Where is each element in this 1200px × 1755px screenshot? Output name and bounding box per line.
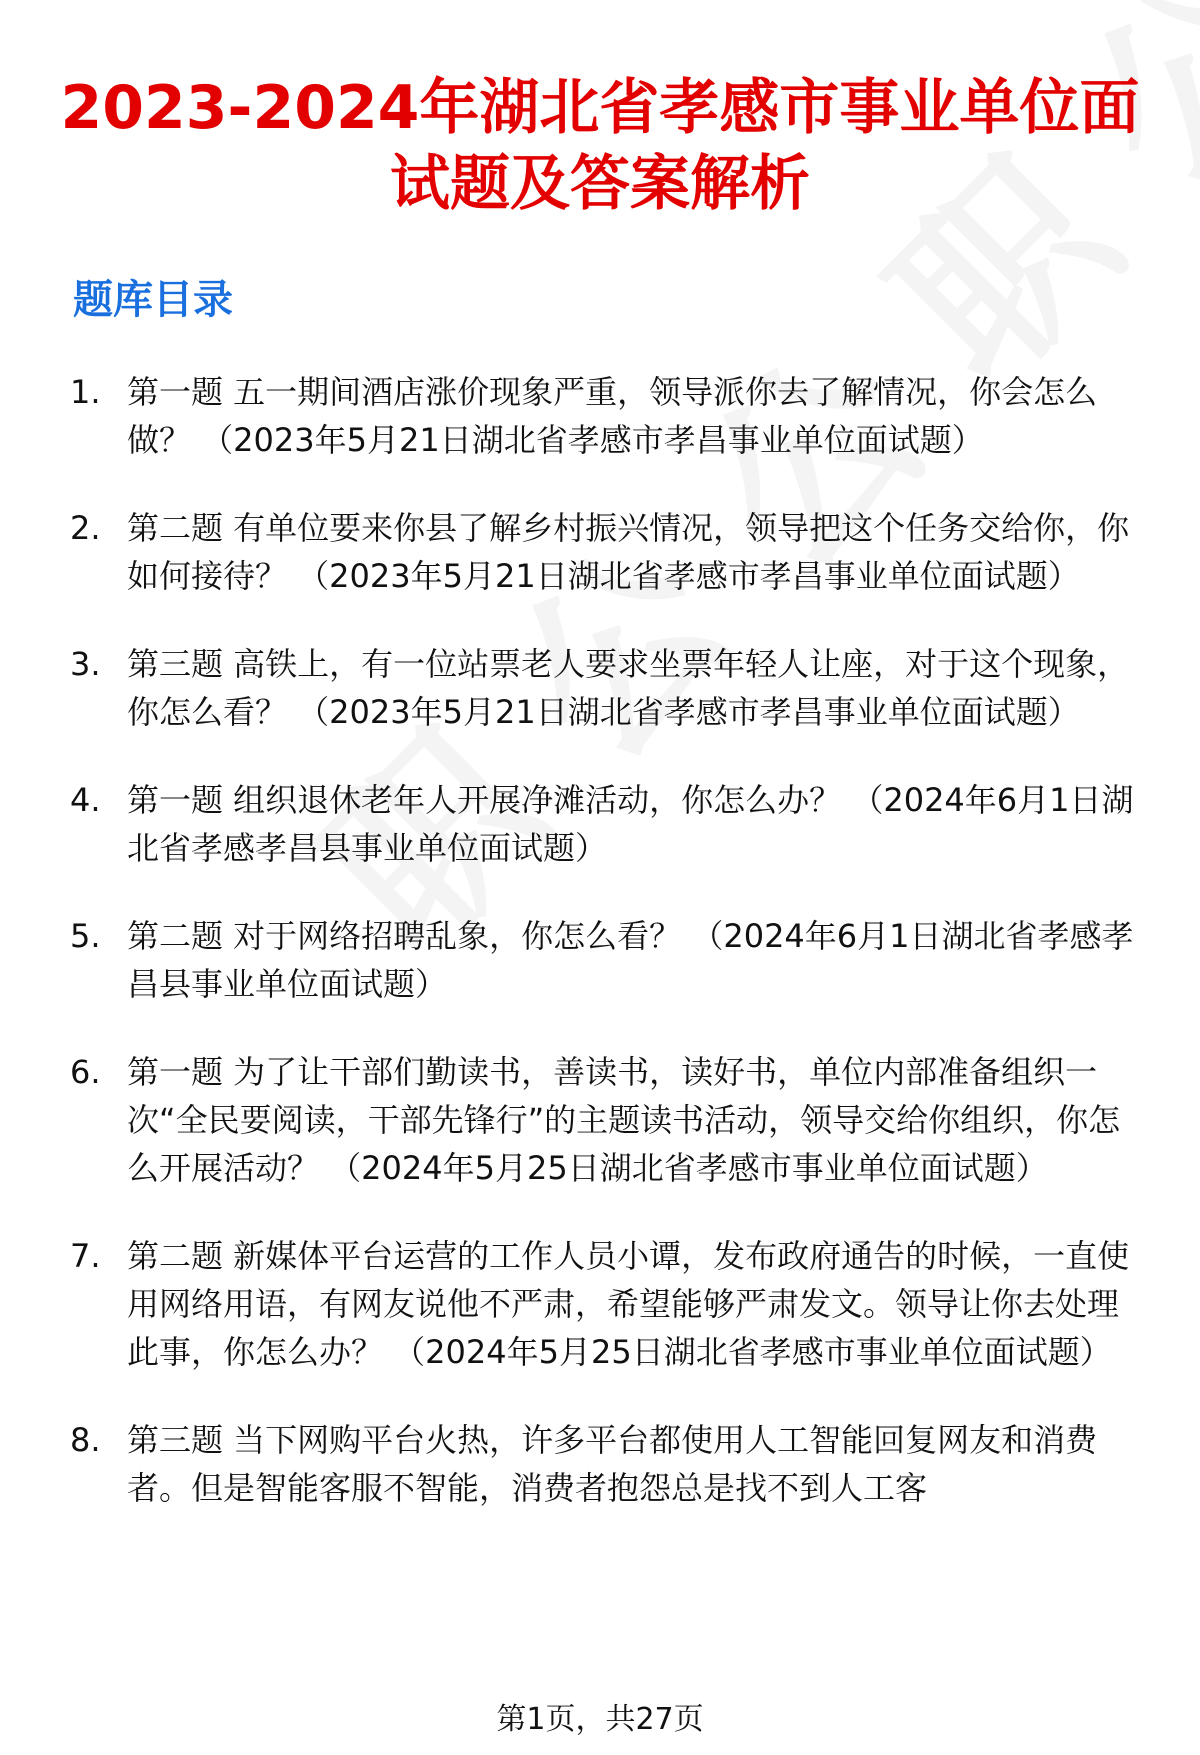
list-item xyxy=(70,1048,1150,1192)
item-number: 5. xyxy=(70,917,101,955)
page-footer: 第1页，共27页 xyxy=(496,1702,704,1737)
item-text: 第二题 对于网络招聘乱象，你怎么看？ （2024年6月1日湖北省孝感孝昌县事业单位面试题） xyxy=(127,917,1134,1003)
toc-heading: 题库目录 xyxy=(73,277,233,323)
document-title: 2023-2024年湖北省孝感市事业单位面试题及答案解析 xyxy=(60,73,1140,219)
item-number: 6. xyxy=(70,1053,101,1091)
list-item xyxy=(70,1416,1150,1512)
item-text: 第二题 有单位要来你县了解乡村振兴情况，领导把这个任务交给你，你如何接待？ （2023年5月21日湖北省孝感市孝昌事业单位面试题） xyxy=(127,509,1130,595)
item-number: 1. xyxy=(70,373,101,411)
item-text: 第一题 组织退休老年人开展净滩活动，你怎么办？ （2024年6月1日湖北省孝感孝昌县事业单位面试题） xyxy=(127,781,1134,867)
item-text: 第二题 新媒体平台运营的工作人员小谭，发布政府通告的时候，一直使用网络用语，有网友说他不严肃，希望能够严肃发文。领导让你去处理此事，你怎么办？ （2024年5月25日湖北省孝感市事业单位面试题） xyxy=(127,1237,1130,1371)
item-number: 4. xyxy=(70,781,101,819)
question-list xyxy=(70,368,1150,1552)
list-item xyxy=(70,640,1150,736)
item-text: 第一题 五一期间酒店涨价现象严重，领导派你去了解情况，你会怎么做？ （2023年5月21日湖北省孝感市孝昌事业单位面试题） xyxy=(127,373,1098,459)
item-text: 第三题 当下网购平台火热，许多平台都使用人工智能回复网友和消费者。但是智能客服不智能，消费者抱怨总是找不到人工客 xyxy=(127,1421,1098,1507)
list-item xyxy=(70,368,1150,464)
list-item xyxy=(70,912,1150,1008)
item-text: 第一题 为了让干部们勤读书，善读书，读好书，单位内部准备组织一次“全民要阅读，干部先锋行”的主题读书活动，领导交给你组织，你怎么开展活动？ （2024年5月25日湖北省孝感市事业单位面试题） xyxy=(127,1053,1121,1187)
list-item xyxy=(70,504,1150,600)
item-number: 2. xyxy=(70,509,101,547)
list-item xyxy=(70,776,1150,872)
item-text: 第三题 高铁上，有一位站票老人要求坐票年轻人让座，对于这个现象，你怎么看？ （2023年5月21日湖北省孝感市孝昌事业单位面试题） xyxy=(127,645,1130,731)
item-number: 3. xyxy=(70,645,101,683)
list-item xyxy=(70,1232,1150,1376)
item-number: 8. xyxy=(70,1421,101,1459)
item-number: 7. xyxy=(70,1237,101,1275)
